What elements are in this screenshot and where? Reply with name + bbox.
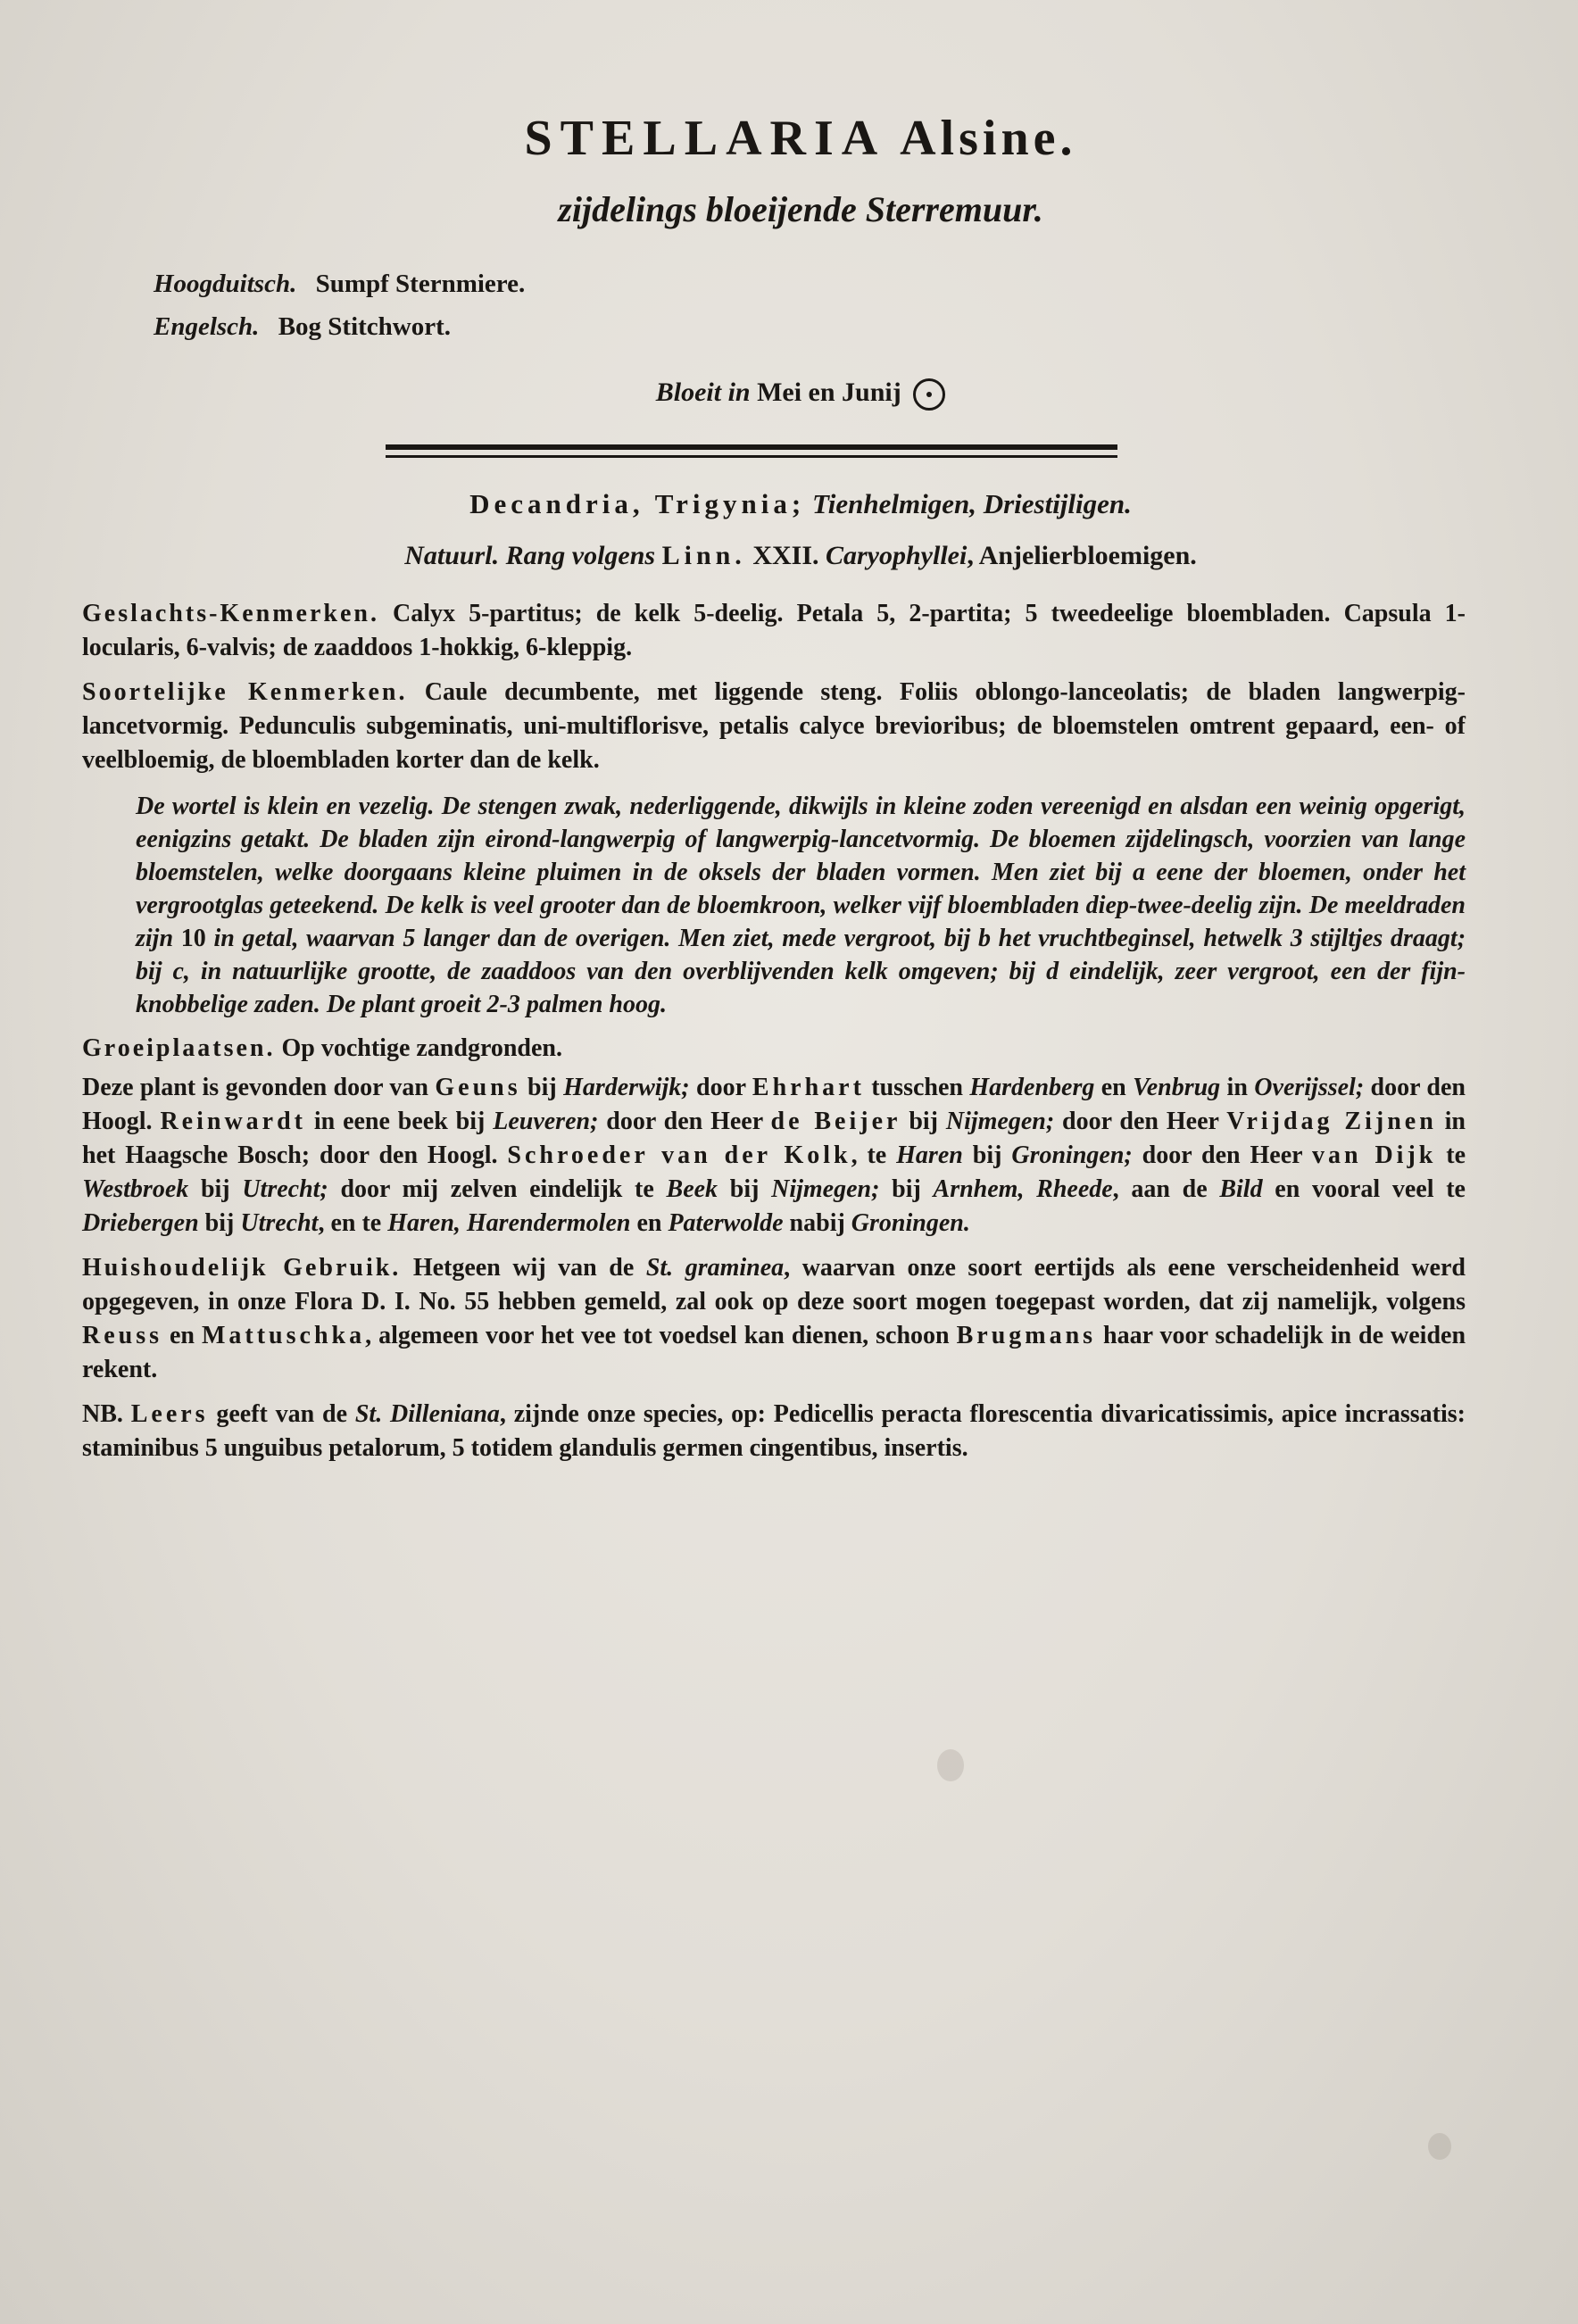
place-name: Leuveren;	[493, 1108, 599, 1135]
place-name: Groningen.	[851, 1209, 970, 1237]
localities	[82, 1071, 1466, 1241]
text-run: en	[630, 1209, 669, 1237]
rank-label: Natuurl. Rang volgens	[404, 541, 656, 570]
person-name: Mattuschka	[201, 1322, 366, 1349]
place-name: Westbroek	[82, 1175, 189, 1203]
text-run: bij	[520, 1074, 564, 1101]
place-name: Nijmegen;	[945, 1108, 1055, 1135]
title-species: Alsine.	[900, 111, 1077, 166]
common-name: Sumpf Sternmiere.	[315, 270, 526, 298]
text-run: door den Heer	[1054, 1108, 1227, 1135]
description-text: in getal, waarvan 5 langer dan de overigen. Men ziet, mede vergroot, bij b het vruchtbeginsel, hetwelk 3 stijltjes draagt; bij c, in natuurlijke grootte, de zaaddoos van den overblijvenden kelk omgeven; bij d eindelijk, zeer vergroot, een der fijn-knobbelige zaden. De plant groeit 2-3 palmen hoog.	[136, 925, 1466, 1018]
bloom-months: Mei en Junij	[757, 378, 901, 407]
person-name: Ehrhart	[752, 1074, 865, 1101]
place-name: Groningen;	[1011, 1141, 1133, 1169]
household-use	[82, 1251, 1466, 1387]
person-name: Vrijdag Zijnen	[1226, 1108, 1437, 1135]
text-run: en vooral veel te	[1262, 1175, 1466, 1203]
person-name: Reinwardt	[160, 1108, 306, 1135]
text-run: bij	[198, 1209, 241, 1237]
text-run: nabij	[783, 1209, 851, 1237]
description-text: De wortel is klein en vezelig. De stengen zwak, nederliggende, dikwijls in kleine zoden vereenigd en alsdan een weinig opgerigt, eenigzins getakt. De bladen zijn eirond-langwerpig of langwerpig-lancetvormig. De bloemen zijdelingsch, voorzien van lange bloemstelen, welke doorgaans kleine pluimen in de oksels der bladen vormen. Men ziet bij a eene der bloemen, onder het vergrootglas geteekend. De kelk is veel grooter dan de bloemkroon, welker vijf bloembladen diep-twee-deelig zijn. De meeldraden zijn	[136, 793, 1466, 952]
rank-author: Linn.	[661, 541, 746, 570]
language-label: Hoogduitsch.	[154, 270, 297, 298]
classification-latin: Decandria, Trigynia;	[469, 488, 806, 519]
place-name: Harderwijk;	[563, 1074, 690, 1101]
section-heading: NB.	[82, 1400, 123, 1428]
text-run: Deze plant is gevonden door van	[82, 1074, 436, 1101]
text-run: door den Hoogl.	[82, 1074, 1466, 1135]
text-run: , en te	[318, 1209, 388, 1237]
text-run: door	[689, 1074, 752, 1101]
text-run: bij	[718, 1175, 772, 1203]
person-name: de Beijer	[770, 1108, 901, 1135]
text-run: geeft van de	[208, 1400, 355, 1428]
bloom-prefix: Bloeit	[655, 378, 722, 407]
classification	[136, 485, 1466, 524]
place-name: Beek	[666, 1175, 718, 1203]
person-name: van Dijk	[1311, 1141, 1437, 1169]
text-run: haar voor schadelijk in de weiden rekent.	[82, 1322, 1466, 1383]
place-name: Driebergen	[82, 1209, 199, 1237]
annual-symbol-icon	[913, 378, 945, 411]
place-name: Bild	[1219, 1175, 1263, 1203]
section-heading: Huishoudelijk Gebruik.	[82, 1254, 402, 1282]
common-names	[154, 262, 1466, 348]
text-run: door den Heer	[598, 1108, 771, 1135]
place-name: Hardenberg	[969, 1074, 1095, 1101]
section-text: Op vochtige zandgronden.	[281, 1034, 563, 1062]
habitat	[82, 1032, 1466, 1066]
text-run: door mij zelven eindelijk te	[328, 1175, 667, 1203]
place-name: Paterwolde	[668, 1209, 784, 1237]
section-heading: Geslachts-Kenmerken.	[82, 600, 379, 627]
place-name: Venbrug	[1133, 1074, 1221, 1101]
species-name: St. Dilleniana	[354, 1400, 500, 1428]
rank-family: Caryophyllei	[826, 541, 968, 570]
text-run: , aan de	[1112, 1175, 1220, 1203]
double-rule-divider	[386, 444, 1117, 458]
bloom-period	[136, 373, 1466, 412]
rank-dutch: , Anjelierbloemigen.	[967, 541, 1197, 570]
section-text: Calyx 5-partitus; de kelk 5-deelig. Petala 5, 2-partita; 5 tweedeelige bloembladen. Capsula 1-locularis, 6-valvis; de zaaddoos 1-hokkig, 6-kleppig.	[82, 600, 1466, 661]
page-stain	[1428, 2133, 1451, 2160]
plant-description	[136, 790, 1466, 1021]
page-subtitle: zijdelings bloeijende Sterremuur.	[558, 189, 1043, 229]
place-name: Utrecht	[240, 1209, 319, 1237]
person-name: Schroeder van der Kolk	[507, 1141, 851, 1169]
page-title	[136, 107, 1466, 170]
text-run: tusschen	[864, 1074, 970, 1101]
common-name-english	[154, 305, 1466, 348]
text-run: in het Haagsche Bosch; door den Hoogl.	[82, 1108, 1466, 1169]
common-name: Bog Stitchwort.	[278, 312, 452, 341]
text-run: en	[162, 1322, 202, 1349]
section-heading: Soortelijke Kenmerken.	[82, 678, 408, 706]
nota-bene	[82, 1398, 1466, 1465]
natural-rank	[136, 536, 1466, 576]
place-name: Haren	[896, 1141, 963, 1169]
language-label: Engelsch.	[154, 312, 260, 341]
text-run: , algemeen voor het vee tot voedsel kan dienen, schoon	[365, 1322, 957, 1349]
page-stain	[937, 1749, 964, 1781]
place-name: Overijssel;	[1254, 1074, 1365, 1101]
species-characters	[82, 676, 1466, 777]
bloom-in: in	[727, 378, 751, 407]
place-name: Utrecht;	[242, 1175, 328, 1203]
text-run: in eene beek bij	[305, 1108, 494, 1135]
genus-characters	[82, 597, 1466, 665]
section-heading: Groeiplaatsen.	[82, 1034, 276, 1062]
species-name: St. graminea	[645, 1254, 785, 1282]
document-body	[82, 107, 1466, 1465]
person-name: Leers	[130, 1400, 209, 1428]
text-run: , te	[851, 1141, 897, 1169]
text-run: bij	[901, 1108, 946, 1135]
description-number: 10	[180, 925, 206, 952]
person-name: Brugmans	[956, 1322, 1097, 1349]
title-genus: STELLARIA	[524, 111, 886, 166]
place-name: Haren, Harendermolen	[387, 1209, 631, 1237]
text-run: Hetgeen wij van de	[401, 1254, 646, 1282]
rank-number: XXII.	[752, 541, 819, 570]
text-run: door den Heer	[1132, 1141, 1312, 1169]
common-name-german	[154, 262, 1466, 305]
section-text: Caule decumbente, met liggende steng. Foliis oblongo-lanceolatis; de bladen langwerpig-lancetvormig. Pedunculis subgeminatis, uni-multiflorisve, petalis calyce brevioribus; de bloemstelen omtrent gepaard, een- of veelbloemig, de bloembladen korter dan de kelk.	[82, 678, 1466, 774]
text-run: , zijnde onze species, op: Pedicellis peracta florescentia divaricatissimis, apice incrassatis: staminibus 5 unguibus petalorum, 5 totidem glandulis germen cingentibus, insertis.	[82, 1400, 1466, 1462]
text-run: bij	[188, 1175, 243, 1203]
place-name: Arnhem, Rheede	[933, 1175, 1113, 1203]
place-name: Nijmegen;	[771, 1175, 880, 1203]
text-run: te	[1436, 1141, 1466, 1169]
person-name: Geuns	[435, 1074, 521, 1101]
text-run: bij	[879, 1175, 934, 1203]
text-run: bij	[962, 1141, 1012, 1169]
text-run: en	[1094, 1074, 1134, 1101]
person-name: Reuss	[82, 1322, 163, 1349]
text-run: , waarvan onze soort eertijds als eene verscheidenheid werd opgegeven, in onze Flora D. I. No. 55 hebben gemeld, zal ook op deze soort mogen toegepast worden, dat zij namelijk, volgens	[82, 1254, 1466, 1316]
text-run: in	[1220, 1074, 1255, 1101]
classification-dutch: Tienhelmigen, Driestijligen.	[811, 488, 1132, 519]
